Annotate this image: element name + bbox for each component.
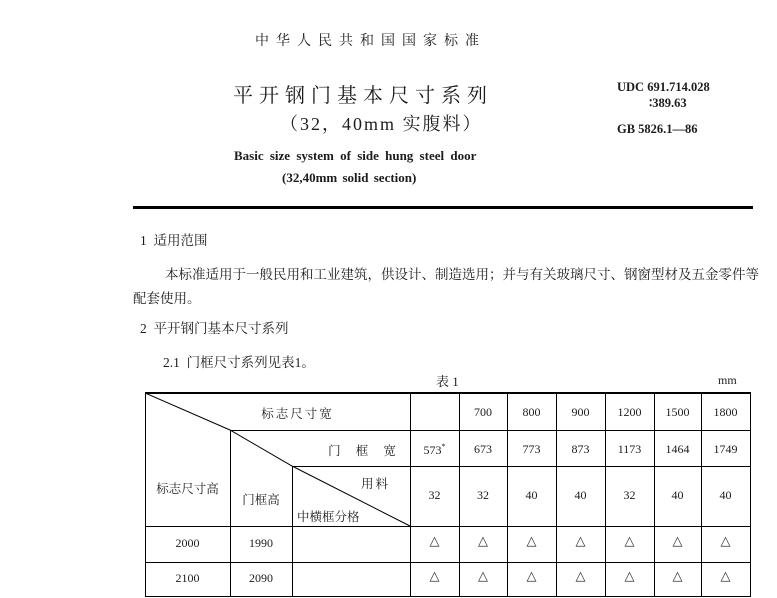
material-value: 32 [623, 488, 636, 502]
table1-grid [145, 392, 751, 598]
availability-mark: △ [720, 568, 731, 583]
frame-width-value-noted [410, 442, 459, 458]
standard-header: 中华人民共和国国家标准 [255, 34, 486, 49]
frame-width-value: 573 [423, 443, 442, 457]
sign-width-value: 1200 [617, 405, 642, 419]
material-value: 40 [719, 488, 732, 502]
availability-mark: △ [526, 533, 537, 548]
gb-code: GB 5826.1—86 [617, 122, 698, 136]
availability-mark: △ [575, 568, 586, 583]
material-value: 40 [525, 488, 538, 502]
sign-width-value: 700 [474, 405, 492, 419]
frame-width-value: 773 [522, 442, 541, 456]
udc-number-line1: UDC 691.714.028 [617, 80, 710, 94]
sign-width-value: 1800 [713, 405, 738, 419]
frame-width-value: 1173 [617, 442, 642, 456]
header-material: 用料 [360, 477, 390, 491]
material-value: 32 [477, 488, 489, 502]
availability-mark: △ [624, 568, 635, 583]
frame-width-value: 1749 [713, 442, 738, 456]
subtitle-english: (32,40mm solid section) [282, 170, 417, 185]
subtitle-chinese: （32，40mm 实腹料） [280, 114, 483, 134]
frame-width-value: 673 [474, 442, 492, 456]
frame-width-value: 1464 [665, 442, 690, 456]
sign-height-value: 2000 [175, 536, 200, 550]
table1-caption: 表 1 [436, 374, 459, 389]
table1-unit: mm [718, 373, 737, 387]
availability-mark: △ [672, 568, 683, 583]
header-frame-height: 门框高 [242, 493, 280, 507]
title-english: Basic size system of side hung steel door [234, 148, 477, 163]
sign-height-value: 2100 [175, 571, 200, 585]
frame-height-value: 1990 [249, 536, 273, 550]
availability-mark: △ [429, 568, 440, 583]
availability-mark: △ [720, 533, 731, 548]
sign-width-value: 1500 [665, 405, 690, 419]
availability-mark: △ [478, 568, 488, 583]
section1-body-line2: 配套使用。 [133, 291, 201, 306]
availability-mark: △ [575, 533, 586, 548]
section2-1-heading: 2.1 门框尺寸系列见表1。 [163, 355, 315, 370]
header-frame-width: 门 框 宽 [328, 444, 402, 458]
sign-width-value: 900 [571, 405, 590, 419]
frame-width-value: 873 [571, 442, 590, 456]
availability-mark: △ [429, 533, 440, 548]
material-value: 32 [428, 488, 441, 502]
udc-number-line2: ∶389.63 [649, 96, 687, 110]
availability-mark: △ [526, 568, 537, 583]
material-value: 40 [671, 488, 684, 502]
section1-body-line1: 本标准适用于一般民用和工业建筑，供设计、制造选用；并与有关玻璃尺寸、钢窗型材及五金零件等 [165, 267, 759, 282]
availability-mark: △ [478, 533, 488, 548]
availability-mark: △ [624, 533, 635, 548]
title-chinese: 平开钢门基本尺寸系列 [233, 85, 493, 107]
material-value: 40 [574, 488, 587, 502]
section1-heading: 1 适用范围 [140, 233, 208, 248]
footnote-marker: * [441, 442, 446, 451]
availability-mark: △ [672, 533, 683, 548]
header-sign-width: 标志尺寸宽 [261, 407, 334, 421]
frame-height-value: 2090 [249, 571, 273, 585]
section2-heading: 2 平开钢门基本尺寸系列 [140, 321, 289, 336]
header-rule [133, 206, 753, 209]
header-mid-rail-division: 中横框分格 [297, 510, 360, 524]
sign-width-value: 800 [522, 405, 541, 419]
header-sign-height: 标志尺寸高 [156, 482, 219, 496]
